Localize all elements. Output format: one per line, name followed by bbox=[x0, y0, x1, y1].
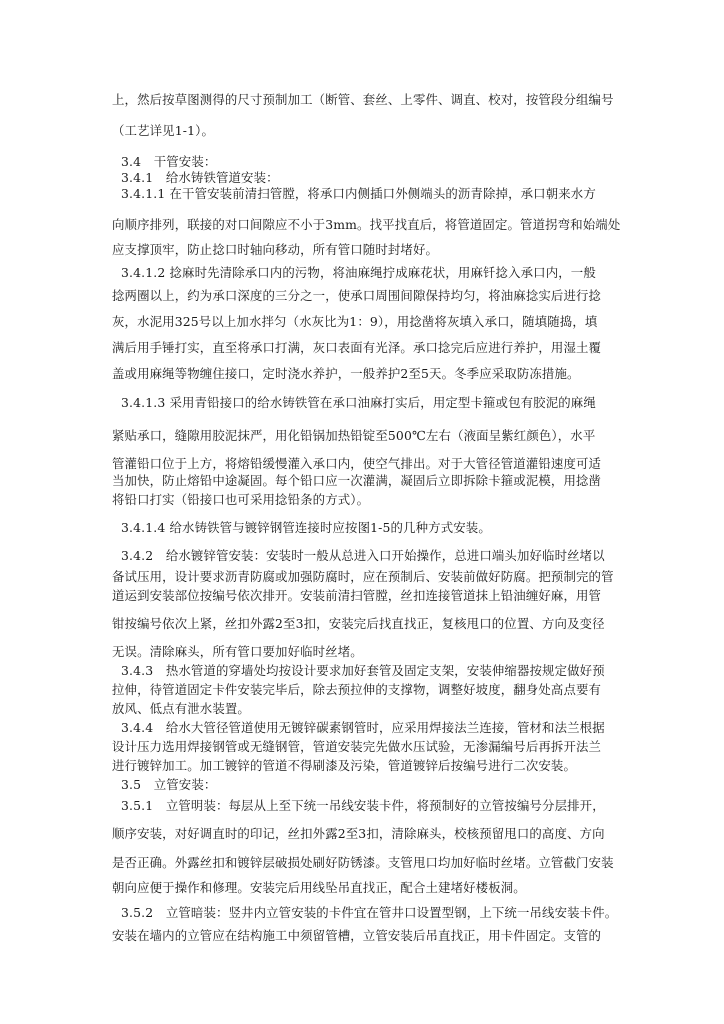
text-line: 捻两圈以上，约为承口深度的三分之一，使承口周围间隙保持均匀，将油麻捻实后进行捻 bbox=[112, 288, 602, 303]
text-line: 3.4.3 热水管道的穿墙处均按设计要求加好套管及固定支架，安装伸缩器按规定做好预 bbox=[121, 663, 605, 678]
text-line: 是否正确。外露丝扣和镀锌层破损处刷好防锈漆。支管甩口均加好临时丝堵。立管截门安装 bbox=[112, 855, 614, 870]
text-line: 3.5.1 立管明装：每层从上至下统一吊线安装卡件，将预制好的立管按编号分层排开， bbox=[121, 798, 605, 813]
text-line: 盖或用麻绳等物缠住接口，定时浇水养护，一般养护2至5天。冬季应采取防冻措施。 bbox=[112, 366, 580, 381]
text-line: 道运到安装部位按编号依次排开。安装前清扫管膛，丝扣连接管道抹上铅油缠好麻，用管 bbox=[112, 588, 602, 603]
text-line: 设计压力选用焊接钢管或无缝钢管，管道安装完先做水压试验，无渗漏编号后再拆开法兰 bbox=[112, 739, 602, 754]
text-line: 上，然后按草图测得的尺寸预制加工（断管、套丝、上零件、调直、校对，按管段分组编号 bbox=[112, 92, 614, 107]
text-line: 3.4.2 给水镀锌管安装：安装时一般从总进入口开始操作，总进口端头加好临时丝堵以 bbox=[121, 548, 605, 563]
text-line: 3.4.1.4 给水铸铁管与镀锌钢管连接时应按图1-5的几种方式安装。 bbox=[121, 520, 491, 535]
text-line: 进行镀锌加工。加工镀锌的管道不得刷漆及污染，管道镀锌后按编号进行二次安装。 bbox=[112, 758, 577, 773]
text-line: 3.4.1.3 采用青铅接口的给水铸铁管在承口油麻打实后，用定型卡箍或包有胶泥的麻绳 bbox=[121, 395, 596, 410]
text-line: 满后用手锤打实，直至将承口打满，灰口表面有光泽。承口捻完后应进行养护，用湿土覆 bbox=[112, 340, 602, 355]
text-line: 应支撑顶牢，防止捻口时轴向移动，所有管口随时封堵好。 bbox=[112, 242, 439, 257]
subsection-heading: 3.4.1 给水铸铁管道安装： bbox=[121, 170, 279, 185]
text-line: 朝向应便于操作和修理。安装完后用线坠吊直找正，配合土建堵好楼板洞。 bbox=[112, 880, 526, 895]
text-line: 无误。清除麻头，所有管口要加好临时丝堵。 bbox=[112, 644, 363, 659]
text-line: 备试压用，设计要求沥青防腐或加强防腐时，应在预制后、安装前做好防腐。把预制完的管 bbox=[112, 569, 614, 584]
text-line: 管灌铅口位于上方，将熔铅缓慢灌入承口内，使空气排出。对于大管径管道灌铅速度可适 bbox=[112, 456, 602, 471]
text-line: （工艺详见1-1）。 bbox=[112, 123, 214, 138]
section-heading: 3.4 干管安装： bbox=[121, 154, 217, 169]
text-line: 安装在墙内的立管应在结构施工中须留管槽，立管安装后吊直找正，用卡件固定。支管的 bbox=[112, 928, 602, 943]
text-line: 3.5.2 立管暗装：竖井内立管安装的卡件宜在管井口设置型钢，上下统一吊线安装卡件。 bbox=[121, 905, 618, 920]
section-heading: 3.5 立管安装： bbox=[121, 777, 217, 792]
text-line: 向顺序排列，联接的对口间隙应不小于3mm。找平找直后，将管道固定。管道拐弯和始端处 bbox=[112, 217, 621, 232]
text-line: 紧贴承口，缝隙用胶泥抹严，用化铅锅加热铅锭至500℃左右（液面呈紫红颜色），水平 bbox=[112, 428, 596, 443]
text-line: 拉伸，待管道固定卡件安装完毕后，除去预拉伸的支撑物，调整好坡度，翻身处高点要有 bbox=[112, 682, 602, 697]
text-line: 灰，水泥用325号以上加水拌匀（水灰比为1：9），用捻凿将灰填入承口，随填随捣，填 bbox=[112, 314, 598, 329]
text-line: 顺序安装，对好调直时的印记，丝扣外露2至3扣，清除麻头，校核预留甩口的高度、方向 bbox=[112, 826, 605, 841]
text-line: 3.4.4 给水大管径管道使用无镀锌碳素钢管时，应采用焊接法兰连接，管材和法兰根据 bbox=[121, 720, 605, 735]
text-line: 当加快，防止熔铅中途凝固。每个铅口应一次灌满，凝固后立即拆除卡箍或泥模，用捻凿 bbox=[112, 473, 602, 488]
text-line: 放风、低点有泄水装置。 bbox=[112, 701, 250, 716]
text-line: 3.4.1.1 在干管安装前清扫管膛，将承口内侧插口外侧端头的沥青除掉，承口朝来水方 bbox=[121, 186, 596, 201]
text-line: 3.4.1.2 捻麻时先清除承口内的污物，将油麻绳拧成麻花状，用麻钎捻入承口内，一般 bbox=[121, 265, 596, 280]
text-line: 将铅口打实（铅接口也可采用捻铅条的方式）。 bbox=[112, 492, 370, 507]
text-line: 钳按编号依次上紧，丝扣外露2至3扣，安装完后找直找正，复核甩口的位置、方向及变径 bbox=[112, 616, 605, 631]
